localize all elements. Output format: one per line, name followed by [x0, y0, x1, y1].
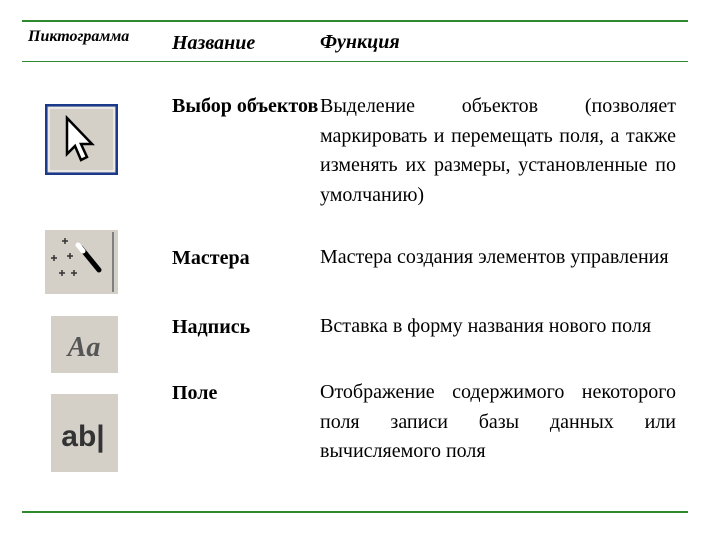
- textbox-ab-icon[interactable]: [51, 394, 118, 472]
- row-3-function: Вставка в форму названия нового поля: [320, 315, 652, 337]
- row-3-name: Надпись: [172, 316, 251, 338]
- row-2-name: Мастера: [172, 247, 250, 269]
- svg-text:ab|: ab|: [61, 420, 105, 453]
- label-aa-icon[interactable]: [51, 316, 118, 373]
- row-2-function: Мастера создания элементов управления: [320, 246, 669, 268]
- magic-wand-icon[interactable]: [45, 230, 118, 294]
- header-rule: [22, 61, 688, 62]
- row-1-name: Выбор объектов: [172, 95, 319, 117]
- row-1-function: Выделение объектов (позволяет маркировать и перемещать поля, а также изменять их размеры, установленные по умолчанию): [320, 95, 676, 206]
- row-4-name: Поле: [172, 382, 218, 404]
- pointer-arrow-icon[interactable]: [45, 104, 118, 175]
- header-icon: Пиктограмма: [28, 28, 130, 45]
- bottom-rule: [22, 511, 688, 513]
- top-rule: [22, 20, 688, 22]
- header-name: Название: [172, 32, 256, 54]
- svg-text:Aa: Aa: [67, 332, 101, 363]
- row-4-function: Отображение содержимого некоторого поля записи базы данных или вычисляемого поля: [320, 381, 676, 462]
- header-function: Функция: [320, 31, 400, 53]
